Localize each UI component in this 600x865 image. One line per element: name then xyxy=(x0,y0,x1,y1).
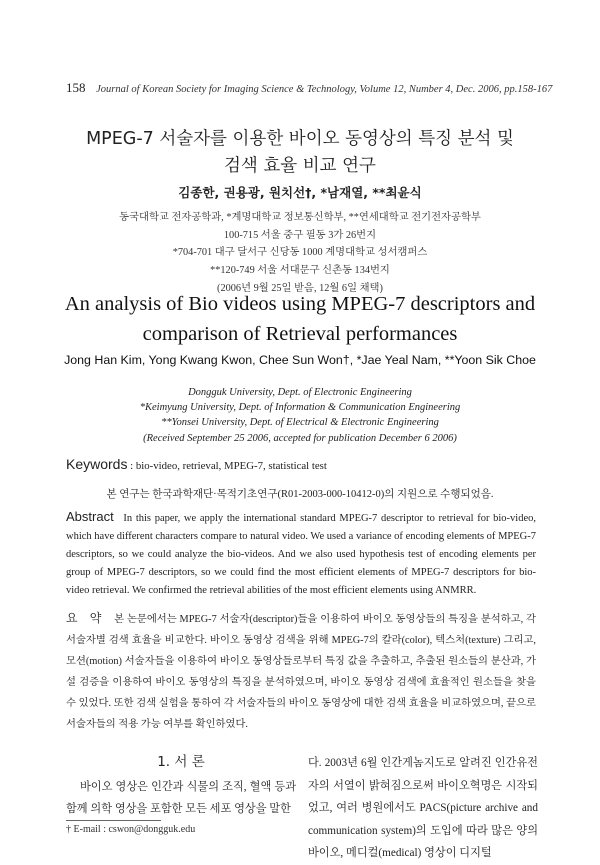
english-received-dates: (Received September 25 2006, accepted for publication December 6 2006) xyxy=(143,432,457,444)
korean-affiliations xyxy=(40,209,560,298)
english-affiliation-line: **Yonsei University, Dept. of Electrical & Electronic Engineering xyxy=(161,417,439,429)
running-header xyxy=(66,80,552,96)
korean-title-line-1: MPEG-7 서술자를 이용한 바이오 동영상의 특징 분석 및 xyxy=(86,129,514,149)
body-text-right-column: 다. 2003년 6월 인간게놈지도로 알려진 인간유전자의 서열이 밝혀짐으로써 바이오혁명은 시작되었고, 여러 병원에서도 PACS(picture archive and communication system)의 도입에 따라 많은 양의 바이오, 메디컬(medical) 영상이 디지털 xyxy=(308,757,538,859)
korean-affiliation-line: *704-701 대구 달서구 신당동 1000 계명대학교 성서캠퍼스 xyxy=(172,247,428,259)
korean-title xyxy=(40,126,560,180)
english-authors: Jong Han Kim, Yong Kwang Kwon, Chee Sun Won†, *Jae Yeal Nam, **Yoon Sik Choe xyxy=(64,353,536,367)
english-affiliation-line: Dongguk University, Dept. of Electronic Engineering xyxy=(188,387,412,398)
section-heading: 1. 서 론 xyxy=(157,754,205,770)
korean-affiliation-line: 100-715 서울 중구 필동 3가 26번지 xyxy=(223,229,377,241)
english-affiliation-line: *Keimyung University, Dept. of Information & Communication Engineering xyxy=(139,402,461,414)
korean-authors: 김종한, 권용광, 원치선†, *남재열, **최윤식 xyxy=(178,185,422,200)
page-number: 158 xyxy=(66,80,86,95)
footnote-divider xyxy=(66,820,161,821)
korean-abstract-label: 요 약 xyxy=(66,611,106,625)
funding-note: 본 연구는 한국과학재단·목적기초연구(R01-2003-000-10412-0)의 지원으로 수행되었음. xyxy=(106,489,494,500)
footnote-email: † E-mail : cswon@dongguk.edu xyxy=(66,824,196,835)
korean-abstract xyxy=(66,608,536,735)
abstract-label: Abstract xyxy=(66,509,114,524)
body-text-left-column: 바이오 영상은 인간과 식물의 조직, 혈액 등과 함께 의학 영상을 포함한 모든 세포 영상을 말한 xyxy=(66,781,296,815)
journal-citation: Journal of Korean Society for Imaging Science & Technology, Volume 12, Number 4, Dec. 2006, pp.158-167 xyxy=(96,84,553,95)
keywords xyxy=(66,456,327,472)
english-title-line-2: comparison of Retrieval performances xyxy=(142,323,458,345)
english-affiliations xyxy=(40,385,560,446)
abstract-text: In this paper, we apply the international standard MPEG-7 descriptor to retrieval for bio-video, which have different characters compare to natural video. We used a variance of encoding elements of MPEG-7 descriptors, so we could analyze the bio-videos. And we also used hypothesis test of encoding elements per group of MPEG-7 descriptors, so we could find the most efficient elements of MPEG-7 descriptors for bio-video retrieval. We confirmed the retrieval abilities of the most efficient elements using ANMRR. xyxy=(66,513,537,596)
korean-affiliation-line: 동국대학교 전자공학과, *계명대학교 정보통신학부, **연세대학교 전기전자공학부 xyxy=(119,212,481,223)
abstract xyxy=(66,508,536,600)
english-title xyxy=(40,289,560,349)
keywords-values: : bio-video, retrieval, MPEG-7, statistical test xyxy=(130,460,327,472)
korean-affiliation-line: **120-749 서울 서대문구 신촌동 134번지 xyxy=(210,265,390,277)
english-title-line-1: An analysis of Bio videos using MPEG-7 descriptors and xyxy=(64,293,536,315)
korean-received-dates: (2006년 9월 25일 받음, 12월 6일 채택) xyxy=(217,282,383,294)
korean-title-line-2: 검색 효율 비교 연구 xyxy=(224,156,376,176)
keywords-label: Keywords xyxy=(66,456,128,472)
korean-abstract-text: 본 논문에서는 MPEG-7 서술자(descriptor)들을 이용하여 바이오 동영상들의 특징을 분석하고, 각 서술자별 검색 효율을 비교한다. 바이오 동영상 검색을 위해 MPEG-7의 칼라(color), 텍스처(texture) 그리고, 모션(motion) 서술자들을 이용하여 바이오 동영상들로부터 특징 값을 추출하고, 추출된 원소들의 분산과, 가설 검증을 이용하여 바이오 동영상의 특징을 분석하였으며, 바이오 동영상 검색에 효율적인 원소들을 찾을 수 있었다. 또한 검색 실험을 통하여 각 서술자들의 바이오 동영상에 대한 검색 효율을 비교하였으며, 끝으로 서술자들의 적용 가능 여부를 확인하였다. xyxy=(66,614,537,730)
